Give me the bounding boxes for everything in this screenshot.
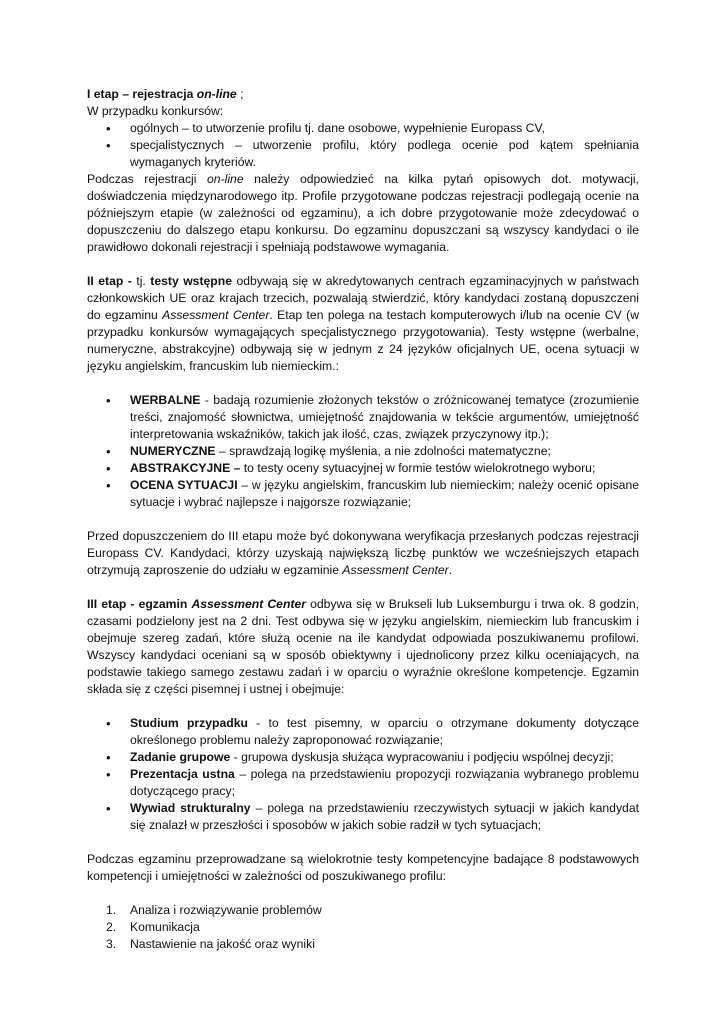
list-item: • Prezentacja ustna – polega na przedstawieniu propozycji rozwiązania wybranego problemu dotyczącego pracy;	[87, 766, 639, 800]
stage3-heading: III etap - egzamin Assessment Center	[87, 597, 306, 611]
stage3-paragraph: III etap - egzamin Assessment Center odbywa się w Brukseli lub Luksemburgu i trwa ok. 8 godzin, czasami podzielony jest na 2 dni. Test odbywa się w języku angielskim, niemieckim lub francuskim i obejmuje szereg zadań, które służą ocenie na ile kandydat odpowiada poszukiwanemu profilowi. Wszyscy kandydaci oceniani są w sposób obiektywny i ujednolicony przez kilku oceniających, na podstawie takiego samego zestawu zadań i w oparciu o wyraźnie określone kompetencje. Egzamin składa się z części pisemnej i ustnej i obejmuje:	[87, 597, 639, 696]
stage1-intro: W przypadku konkursów:	[87, 104, 224, 118]
list-item: • NUMERYCZNE – sprawdzają logikę myślenia, a nie zdolności matematyczne;	[87, 443, 639, 460]
list-item: • Wywiad strukturalny – polega na przedstawieniu rzeczywistych sytuacji w jakich kandydat się znalazł w przeszłości i sposobów w jakich sobie radził w tych sytuacjach;	[87, 800, 639, 834]
list-item: 3. Nastawienie na jakość oraz wyniki	[106, 937, 315, 951]
stage3-closing-paragraph: Podczas egzaminu przeprowadzane są wielokrotnie testy kompetencyjne badające 8 podstawowych kompetencji i umiejętności w zależności od poszukiwanego profilu:	[87, 852, 639, 883]
list-item: • OCENA SYTUACJI – w języku angielskim, francuskim lub niemieckim; należy ocenić opisane sytuacje i wybrać najlepsze i najgorsze rozwiązanie;	[87, 477, 639, 511]
stage2-after-paragraph: Przed dopuszczeniem do III etapu może być dokonywana weryfikacja przesłanych podczas rejestracji Europass CV. Kandydaci, którzy uzyskają największą liczbę punktów we wcześniejszych etapach otrzymują zaproszenie do udziału w egzaminie Assessment Center.	[87, 529, 639, 577]
stage3-exam-list	[87, 715, 639, 834]
document-body	[87, 86, 639, 953]
list-item: • Studium przypadku - to test pisemny, w oparciu o otrzymane dokumenty dotyczące określonego problemu należy zaproponować rozwiązanie;	[87, 715, 639, 749]
list-item: 1. Analiza i rozwiązywanie problemów	[106, 903, 322, 917]
list-item: • ogólnych – to utworzenie profilu tj. dane osobowe, wypełnienie Europass CV,	[87, 120, 639, 137]
stage2-test-list	[87, 392, 639, 511]
list-item: • ABSTRAKCYJNE – to testy oceny sytuacyjnej w formie testów wielokrotnego wyboru;	[87, 460, 639, 477]
list-item: 2. Komunikacja	[106, 920, 200, 934]
list-item: • specjalistycznych – utworzenie profilu, który podlega ocenie pod kątem spełniania wymaganych kryteriów.	[87, 137, 639, 171]
competency-list	[87, 902, 639, 953]
list-item: • WERBALNE - badają rozumienie złożonych tekstów o zróżnicowanej tematyce (zrozumienie treści, znajomość słownictwa, umiejętność znajdowania w tekście argumentów, umiejętność interpretowania wskaźników, takich jak ilość, czas, związek przyczynowy itp.);	[87, 392, 639, 443]
stage2-heading: II etap -	[87, 274, 132, 288]
stage1-paragraph: Podczas rejestracji on-line należy odpowiedzieć na kilka pytań opisowych dot. motywacji, doświadczenia międzynarodowego itp. Profile przygotowane podczas rejestracji podlegają ocenie na późniejszym etapie (w zależności od egzaminu), a ich dobre przygotowanie może zdecydować o dopuszczeniu do dalszego etapu konkursu. Do egzaminu dopuszczani są wszyscy kandydaci o ile prawidłowo dokonali rejestracji i spełniają podstawowe wymagania.	[87, 172, 639, 254]
stage2-paragraph: II etap - tj. testy wstępne odbywają się w akredytowanych centrach egzaminacyjnych w państwach członkowskich UE oraz krajach trzecich, pozwalają stwierdzić, który kandydaci zostaną dopuszczeni do egzaminu Assessment Center. Etap ten polega na testach komputerowych i/lub na ocenie CV (w przypadku konkursów wymagających specjalistycznego przygotowania). Testy wstępne (werbalne, numeryczne, abstrakcyjne) odbywają się w jednym z 24 języków oficjalnych UE, ocena sytuacji w języku angielskim, francuskim lub niemieckim.:	[87, 274, 640, 373]
stage1-bullet-list	[87, 120, 639, 171]
list-item: • Zadanie grupowe - grupowa dyskusja służąca wypracowaniu i podjęciu wspólnej decyzji;	[87, 749, 639, 766]
stage1-heading: I etap – rejestracja on-line ;	[87, 87, 244, 101]
